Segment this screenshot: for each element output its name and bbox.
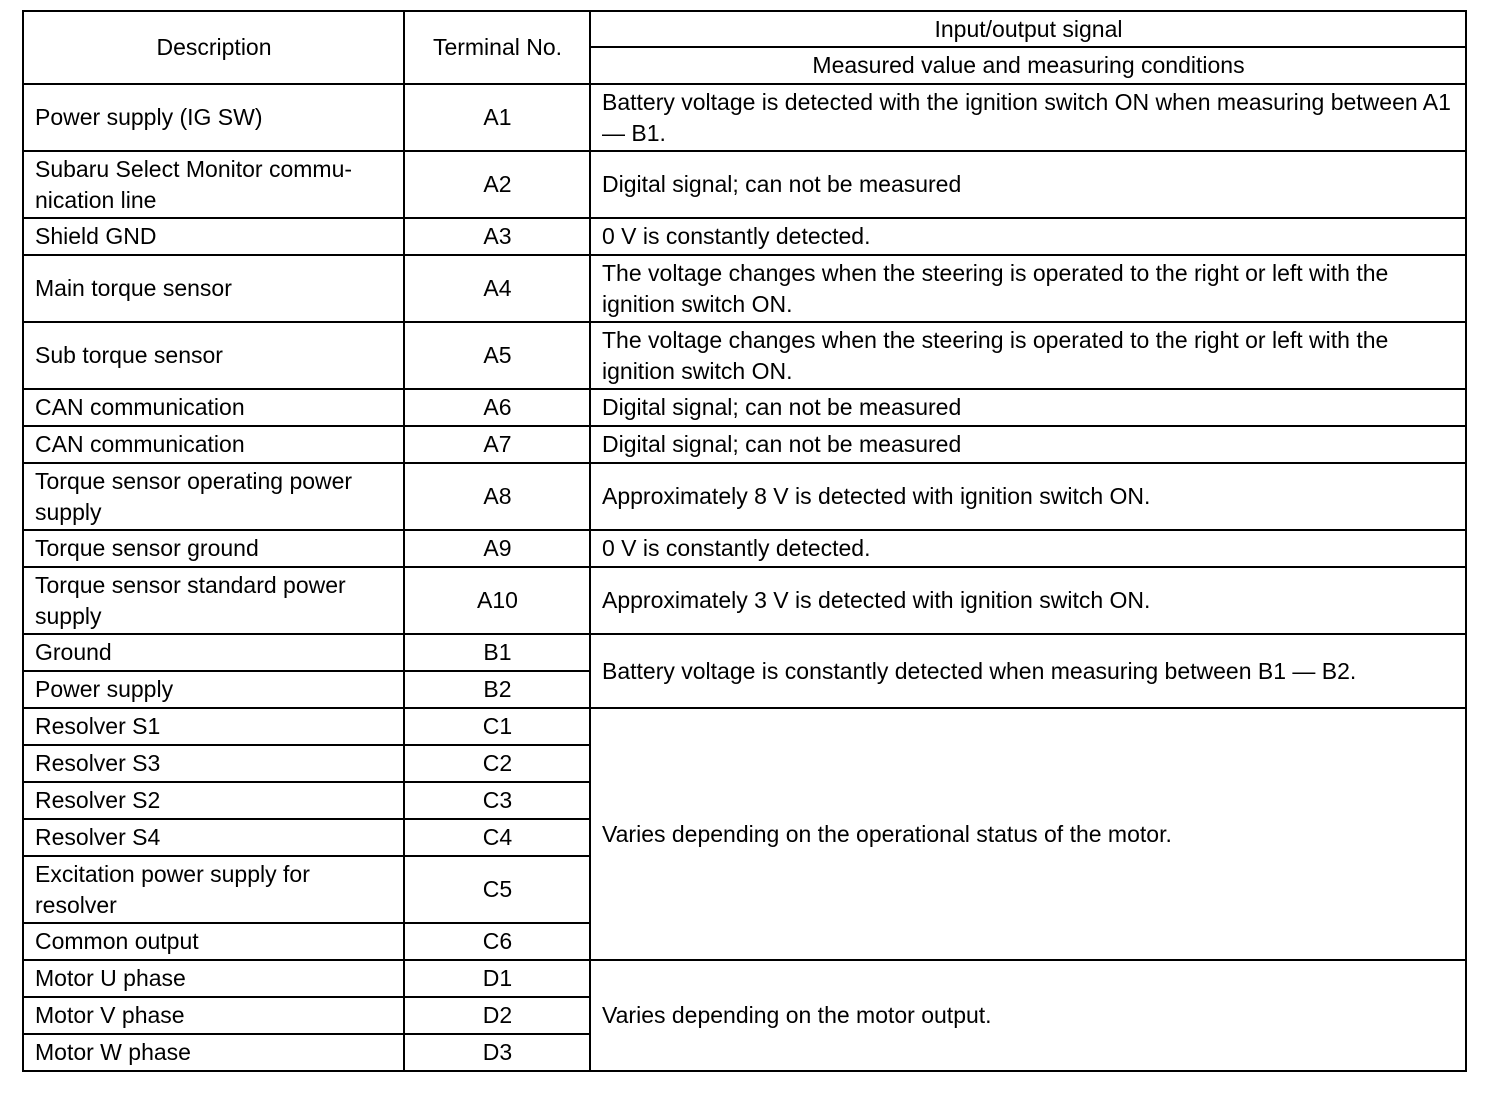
- description-cell: Sub torque sensor: [23, 322, 404, 389]
- terminal-cell: A8: [404, 463, 590, 530]
- table-row: [23, 218, 1466, 255]
- terminal-cell: A5: [404, 322, 590, 389]
- signal-cell: The voltage changes when the steering is operated to the right or left with the ignition switch ON.: [590, 255, 1466, 322]
- terminal-cell: C2: [404, 745, 590, 782]
- terminal-cell: A6: [404, 389, 590, 426]
- header-io-signal: Input/output signal: [590, 11, 1466, 47]
- description-cell: Excitation power supply for resolver: [23, 856, 404, 923]
- terminal-cell: A9: [404, 530, 590, 567]
- description-cell: Subaru Select Monitor commu-nication line: [23, 151, 404, 218]
- description-cell: Torque sensor operating power supply: [23, 463, 404, 530]
- signal-cell: Battery voltage is constantly detected when measuring between B1 — B2.: [590, 634, 1466, 708]
- terminal-cell: A7: [404, 426, 590, 463]
- terminal-cell: B1: [404, 634, 590, 671]
- terminal-cell: C6: [404, 923, 590, 960]
- description-cell: Motor V phase: [23, 997, 404, 1034]
- table-row: [23, 322, 1466, 389]
- description-cell: Main torque sensor: [23, 255, 404, 322]
- description-cell: Shield GND: [23, 218, 404, 255]
- description-cell: Power supply (IG SW): [23, 84, 404, 151]
- table-row: [23, 960, 1466, 997]
- description-cell: Resolver S2: [23, 782, 404, 819]
- table-row: [23, 389, 1466, 426]
- description-cell: Ground: [23, 634, 404, 671]
- table-row: [23, 708, 1466, 745]
- terminal-cell: C5: [404, 856, 590, 923]
- signal-cell: 0 V is constantly detected.: [590, 218, 1466, 255]
- description-cell: Common output: [23, 923, 404, 960]
- table-row: [23, 151, 1466, 218]
- header-measured: Measured value and measuring conditions: [590, 47, 1466, 84]
- description-cell: CAN communication: [23, 426, 404, 463]
- signal-cell: Digital signal; can not be measured: [590, 151, 1466, 218]
- description-cell: Torque sensor standard power supply: [23, 567, 404, 634]
- terminal-cell: A2: [404, 151, 590, 218]
- signal-cell: Digital signal; can not be measured: [590, 389, 1466, 426]
- terminal-cell: A3: [404, 218, 590, 255]
- description-cell: Resolver S1: [23, 708, 404, 745]
- terminal-cell: C3: [404, 782, 590, 819]
- description-cell: Torque sensor ground: [23, 530, 404, 567]
- header-row: [23, 11, 1466, 47]
- description-cell: Motor W phase: [23, 1034, 404, 1071]
- table-row: [23, 255, 1466, 322]
- signal-cell: Varies depending on the motor output.: [590, 960, 1466, 1071]
- header-terminal-no: Terminal No.: [404, 11, 590, 84]
- table-row: [23, 426, 1466, 463]
- terminal-cell: A4: [404, 255, 590, 322]
- table-row: [23, 634, 1466, 671]
- description-cell: Resolver S3: [23, 745, 404, 782]
- signal-cell: 0 V is constantly detected.: [590, 530, 1466, 567]
- terminal-cell: A10: [404, 567, 590, 634]
- signal-cell: Approximately 3 V is detected with ignition switch ON.: [590, 567, 1466, 634]
- signal-cell: Approximately 8 V is detected with ignition switch ON.: [590, 463, 1466, 530]
- terminal-cell: C4: [404, 819, 590, 856]
- terminal-cell: A1: [404, 84, 590, 151]
- terminal-cell: D2: [404, 997, 590, 1034]
- signal-cell: Varies depending on the operational status of the motor.: [590, 708, 1466, 960]
- terminal-spec-table: [22, 10, 1467, 1072]
- description-cell: CAN communication: [23, 389, 404, 426]
- table-row: [23, 84, 1466, 151]
- description-cell: Motor U phase: [23, 960, 404, 997]
- description-cell: Power supply: [23, 671, 404, 708]
- terminal-cell: D1: [404, 960, 590, 997]
- terminal-cell: B2: [404, 671, 590, 708]
- terminal-cell: C1: [404, 708, 590, 745]
- signal-cell: The voltage changes when the steering is operated to the right or left with the ignition switch ON.: [590, 322, 1466, 389]
- header-description: Description: [23, 11, 404, 84]
- description-cell: Resolver S4: [23, 819, 404, 856]
- table-row: [23, 567, 1466, 634]
- terminal-cell: D3: [404, 1034, 590, 1071]
- table-row: [23, 463, 1466, 530]
- signal-cell: Digital signal; can not be measured: [590, 426, 1466, 463]
- table-row: [23, 530, 1466, 567]
- signal-cell: Battery voltage is detected with the ignition switch ON when measuring between A1 — B1.: [590, 84, 1466, 151]
